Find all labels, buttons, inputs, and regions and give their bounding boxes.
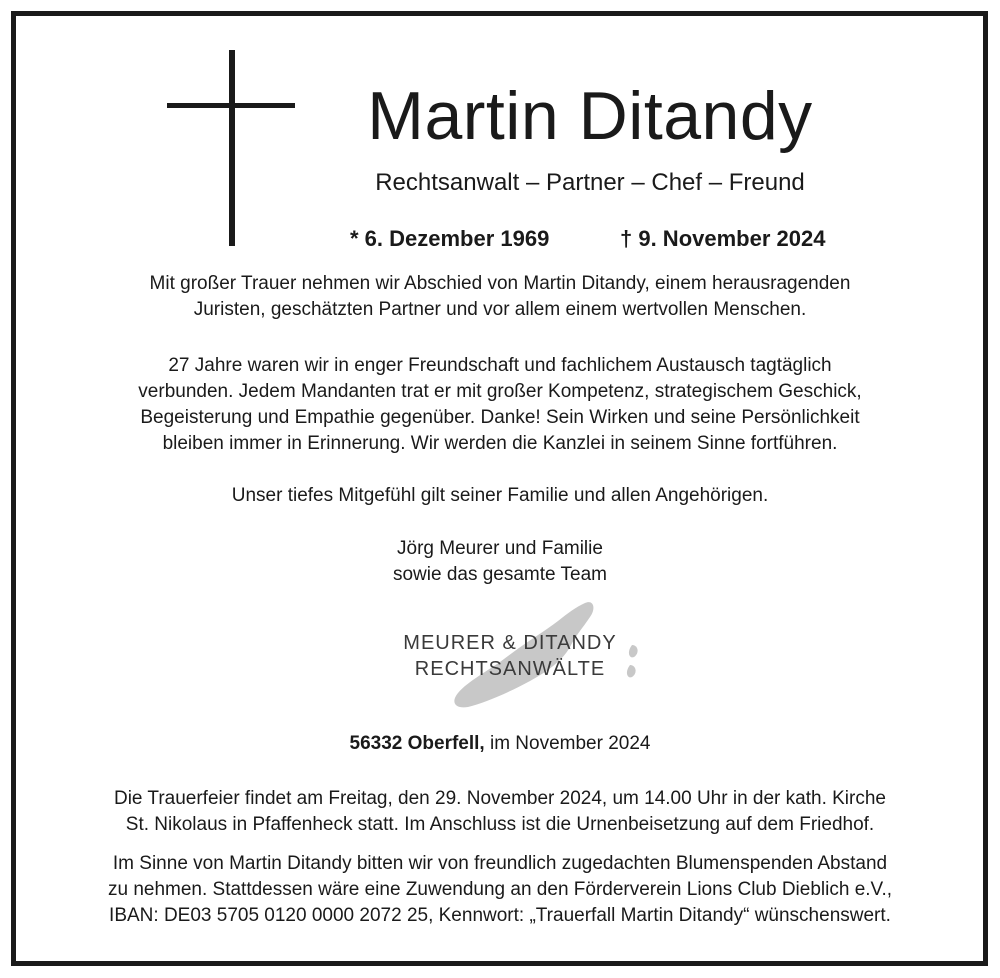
text-line: Unser tiefes Mitgefühl gilt seiner Familie und allen Angehörigen. [231,485,769,506]
law-firm-logo [380,595,650,715]
signature-block [40,536,960,588]
text-line: verbunden. Jedem Mandanten trat er mit großer Kompetenz, strategischem Geschick, [138,381,862,402]
birth-date: * 6. Dezember 1969 [350,226,550,251]
place-date-line [40,731,960,757]
signature-line: Jörg Meurer und Familie [397,538,603,559]
cross-icon-bar [167,103,295,108]
deceased-name: Martin Ditandy [367,78,813,154]
text-line: zu nehmen. Stattdessen wäre eine Zuwendung an den Förderverein Lions Club Dieblich e.V., [107,879,893,900]
text-line: St. Nikolaus in Pfaffenheck statt. Im Anschluss ist die Urnenbeisetzung auf dem Friedhof. [125,814,875,835]
place-name: 56332 Oberfell, [349,733,485,754]
text-line: 27 Jahre waren wir in enger Freundschaft und fachlichem Austausch tagtäglich [168,355,832,376]
signature-line: sowie das gesamte Team [392,564,608,585]
logo-firm-name: MEURER & DITANDY [403,632,617,654]
text-line: bleiben immer in Erinnerung. Wir werden die Kanzlei in seinem Sinne fortführen. [162,433,838,454]
funeral-paragraph [40,786,960,838]
roles-line: Rechtsanwalt – Partner – Chef – Freund [375,169,805,196]
place-date: im November 2024 [484,733,651,754]
donation-paragraph [40,851,960,929]
text-line: Begeisterung und Empathie gegenüber. Danke! Sein Wirken und seine Persönlichkeit [140,407,860,428]
logo-firm-type: RECHTSANWÄLTE [414,658,606,680]
logo-shape-icon [380,595,650,715]
text-line: Im Sinne von Martin Ditandy bitten wir von freundlich zugedachten Blumenspenden Abstand [112,853,888,874]
cross-icon [229,50,235,246]
text-line: IBAN: DE03 5705 0120 0000 2072 25, Kennwort: „Trauerfall Martin Ditandy“ wünschenswert. [109,905,891,926]
text-line: Juristen, geschätzten Partner und vor allem einem wertvollen Menschen. [193,299,807,320]
text-line: Mit großer Trauer nehmen wir Abschied von Martin Ditandy, einem herausragenden [149,273,851,294]
condolence-paragraph [40,483,960,509]
tribute-paragraph [40,353,960,457]
farewell-paragraph [40,271,960,323]
text-line: Die Trauerfeier findet am Freitag, den 29. November 2024, um 14.00 Uhr in der kath. Kirche [113,788,886,809]
death-date: † 9. November 2024 [620,226,826,251]
